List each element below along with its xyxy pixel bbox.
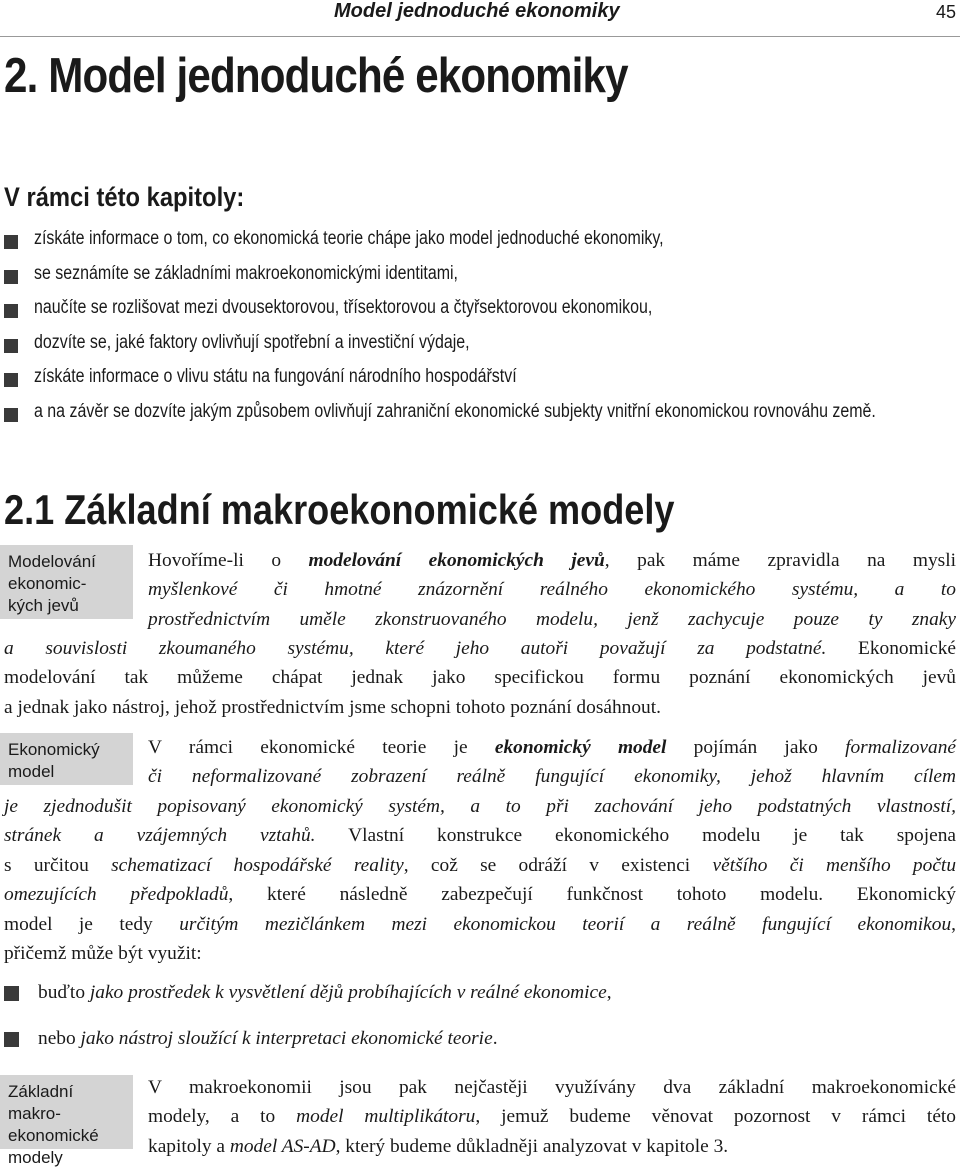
page-number: 45	[935, 2, 956, 22]
paragraph-modeling-cont: a souvislosti zkoumaného systému, které jeho autoři považují za podstatné. Ekonomické modelování tak můžeme chápat jednak jako specifickou formu poznání ekonomických jevů a jednak jako nástroj, jehož prostřednictvím jsme schopni tohoto poznání dosáhnout.	[4, 638, 956, 718]
goal-item: dozvíte se, jaké faktory ovlivňují spotřební a investiční výdaje,	[4, 332, 960, 367]
square-bullet-icon	[4, 1032, 19, 1047]
running-header	[0, 0, 960, 37]
intro-heading: V rámci této kapitoly:	[4, 182, 245, 212]
margin-note-modeling: Modelování ekonomic-kých jevů	[0, 545, 133, 619]
section-title: 2.1 Základní makroekonomické modely	[4, 486, 675, 533]
square-bullet-icon	[4, 235, 18, 249]
square-bullet-icon	[4, 373, 18, 387]
square-bullet-icon	[4, 304, 18, 318]
goal-item: a na závěr se dozvíte jakým způsobem ovlivňují zahraniční ekonomické subjekty vnitřní ekonomickou rovnováhu země.	[4, 401, 960, 436]
chapter-goals-list	[4, 228, 960, 436]
goal-item: získáte informace o vlivu státu na fungování národního hospodářství	[4, 366, 960, 401]
model-uses-list	[4, 978, 612, 1070]
margin-note-basic-models: Základní makro-ekonomické modely	[0, 1075, 133, 1149]
square-bullet-icon	[4, 408, 18, 422]
square-bullet-icon	[4, 270, 18, 284]
square-bullet-icon	[4, 339, 18, 353]
paragraph-basic-models: V makroekonomii jsou pak nejčastěji využívány dva základní makroekonomické modely, a to model multiplikátoru, jemuž budeme věnovat pozornost v rámci této kapitoly a model AS-AD, který budeme důkladněji analyzovat v kapitole 3.	[148, 1077, 957, 1157]
list-item: buďto jako prostředek k vysvětlení dějů probíhajících v reálné ekonomice,	[4, 978, 612, 1024]
goal-item: naučíte se rozlišovat mezi dvousektorovou, třísektorovou a čtyřsektorovou ekonomikou,	[4, 297, 960, 332]
square-bullet-icon	[4, 986, 19, 1001]
list-item: nebo jako nástroj sloužící k interpretaci ekonomické teorie.	[4, 1024, 612, 1070]
paragraph-economic-model-cont: je zjednodušit popisovaný ekonomický systém, a to při zachování jeho podstatných vlastností, stránek a vzájemných vztahů. Vlastní konstrukce ekonomického modelu je tak spojena s určitou schematizací hospodářské reality, což se odráží v existenci většího či menšího počtu omezujících předpokladů, které následně zabezpečují funkčnost tohoto modelu. Ekonomický model je tedy určitým mezičlánkem mezi ekonomickou teorií a reálně fungující ekonomikou, přičemž může být využit:	[4, 796, 957, 965]
goal-item: získáte informace o tom, co ekonomická teorie chápe jako model jednoduché ekonomiky,	[4, 228, 960, 263]
running-header-title: Model jednoduché ekonomiky	[334, 0, 620, 22]
chapter-title: 2. Model jednoduché ekonomiky	[4, 49, 628, 103]
margin-note-model: Ekonomický model	[0, 733, 133, 785]
paragraph-economic-model: V rámci ekonomické teorie je ekonomický model pojímán jako formalizované či neformalizované zobrazení reálně fungující ekonomiky, jehož hlavním cílem	[148, 737, 957, 788]
goal-item: se seznámíte se základními makroekonomickými identitami,	[4, 263, 960, 298]
paragraph-modeling: Hovoříme-li o modelování ekonomických jevů, pak máme zpravidla na mysli myšlenkové či hmotné znázornění reálného ekonomického systému, a to prostřednictvím uměle zkonstruovaného modelu, jenž zachycuje pouze ty znaky	[148, 550, 956, 630]
